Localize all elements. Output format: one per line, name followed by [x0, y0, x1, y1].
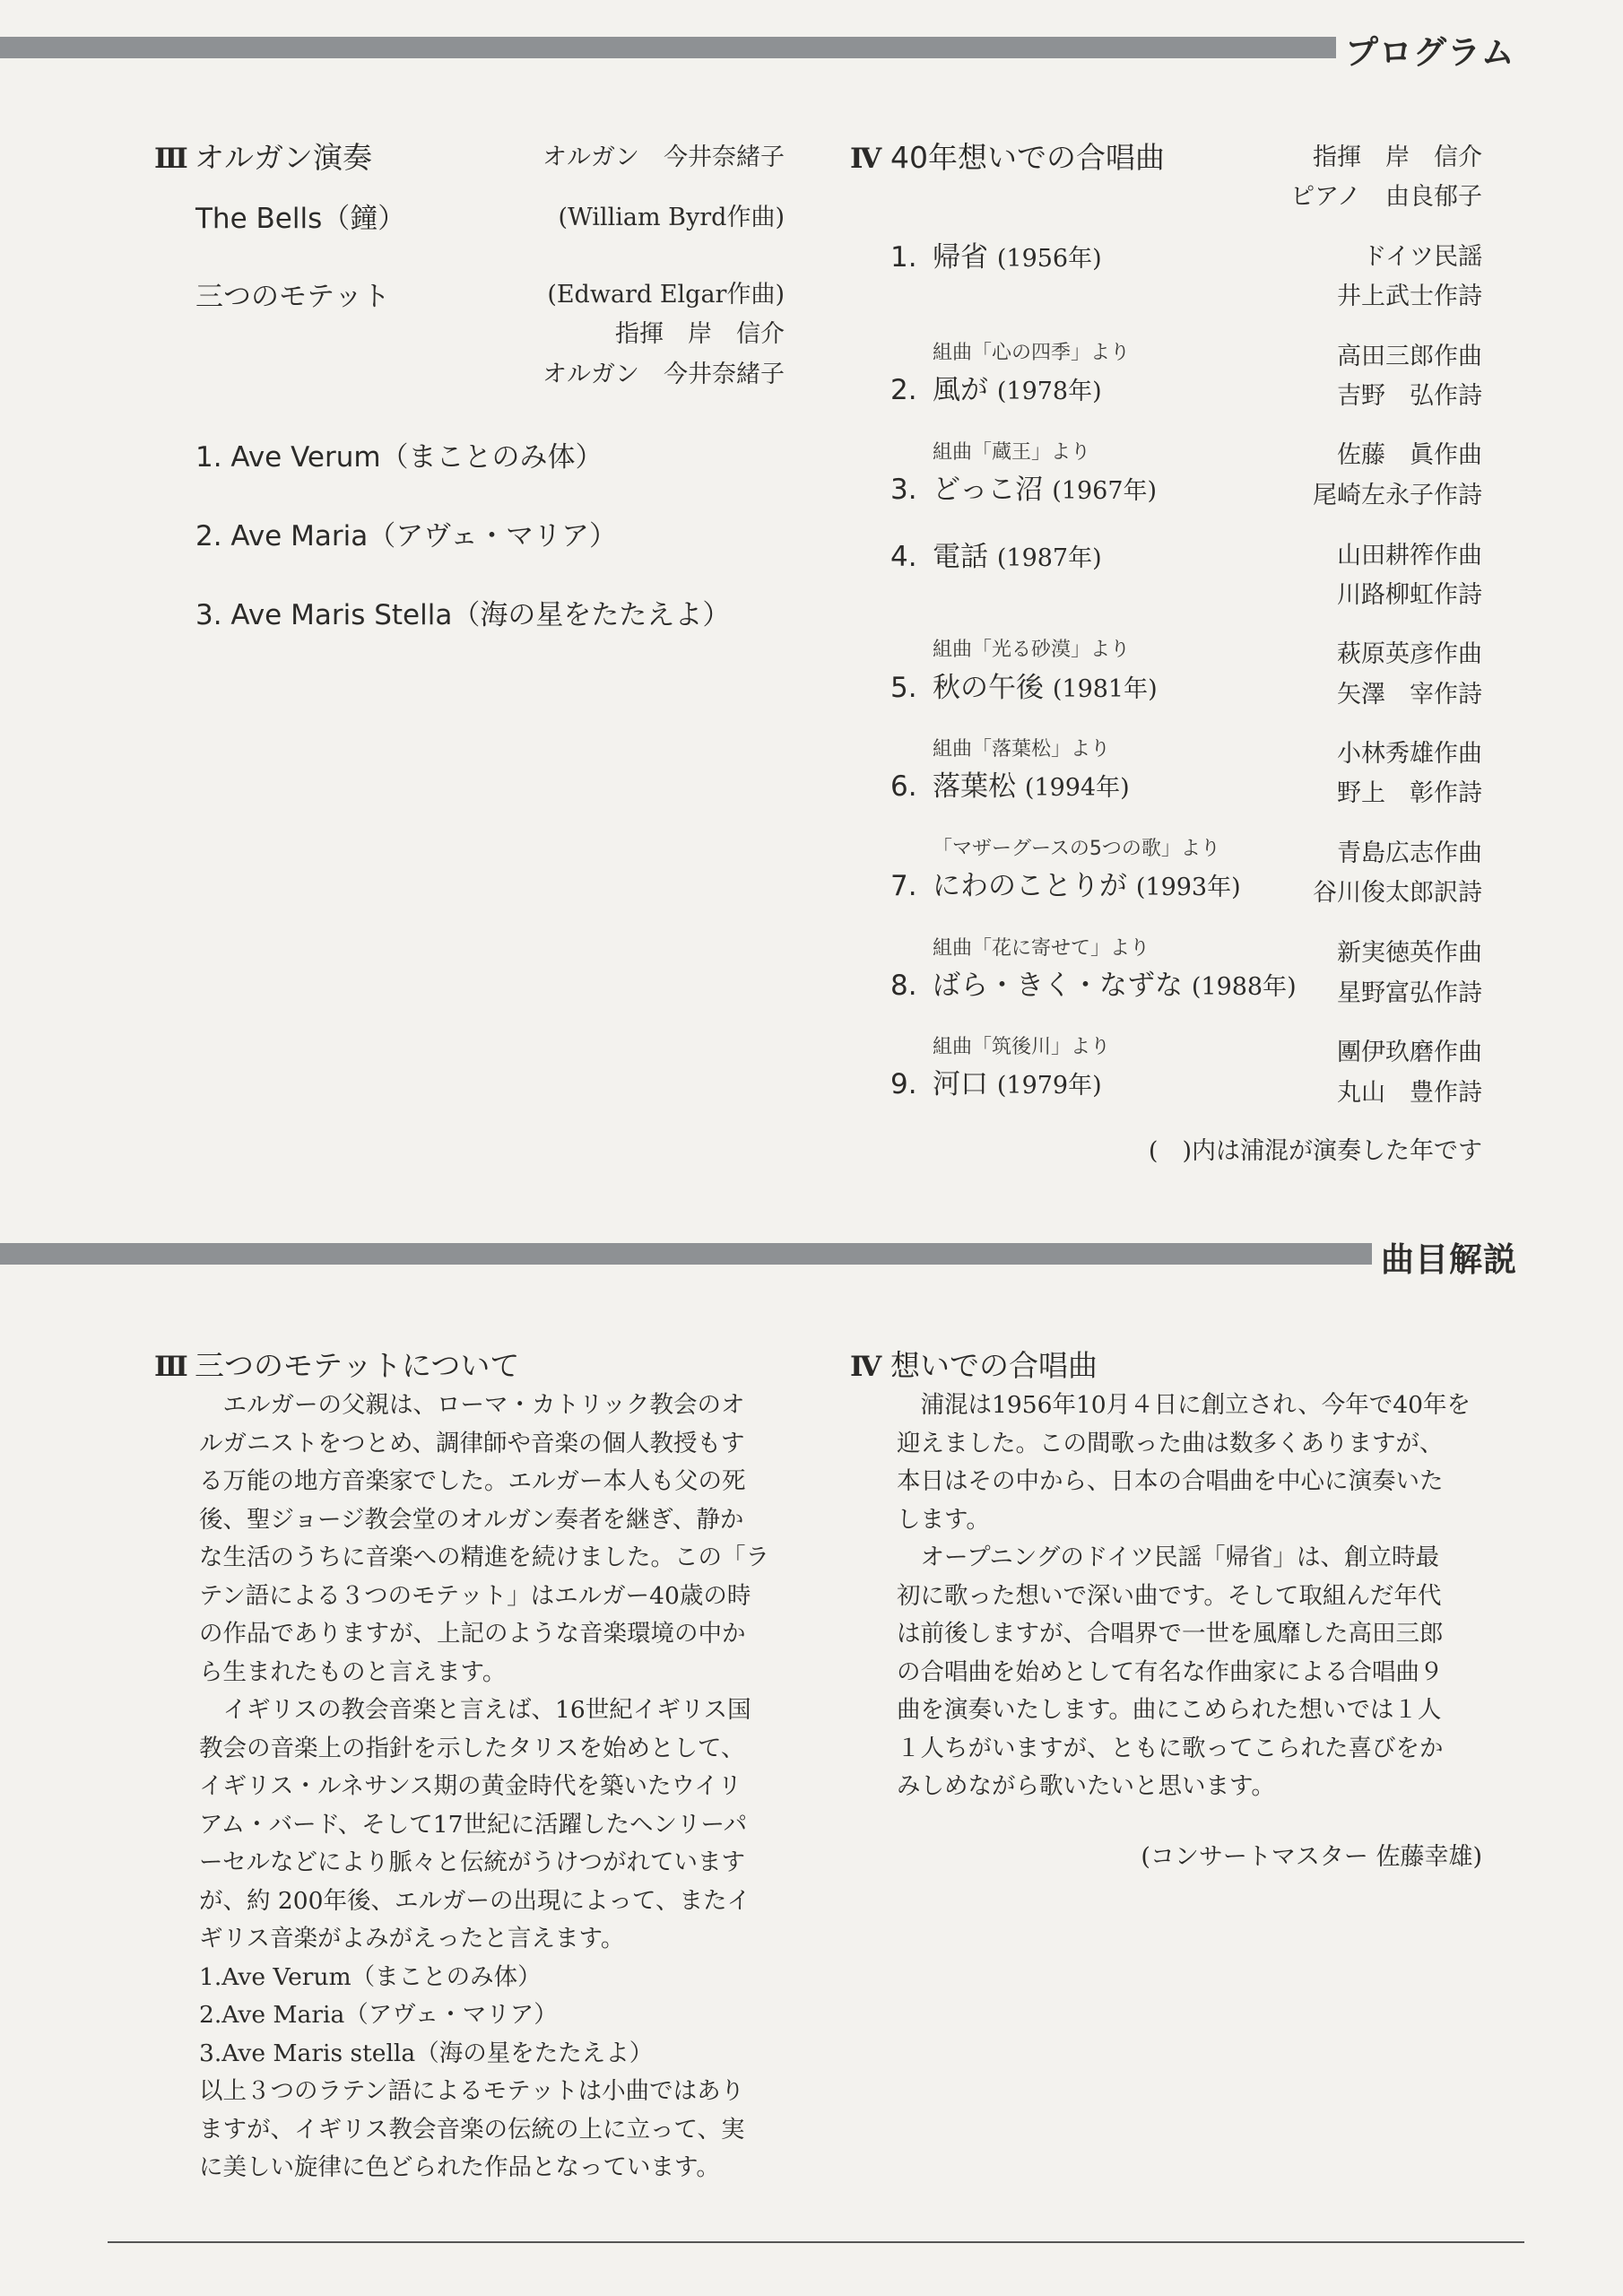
- song-number: 2.: [890, 374, 917, 406]
- notes3-line: る万能の地方音楽家でした。エルガー本人も父の死: [199, 1467, 746, 1495]
- notes4-body: [897, 1387, 1471, 1806]
- notes4-signature: (コンサートマスター 佐藤幸雄): [1141, 1843, 1482, 1871]
- song-year: (1979年): [996, 1072, 1102, 1100]
- notes3-line: が、約 200年後、エルガーの出現によって、またイ: [199, 1886, 751, 1915]
- bells-composer: (William Byrd作曲): [558, 204, 785, 231]
- song-number: 7.: [890, 870, 917, 902]
- song-year: (1988年): [1191, 973, 1297, 1001]
- song-4-credit-1: 山田耕筰作曲: [1337, 542, 1482, 570]
- song-2-credit-1: 高田三郎作曲: [1337, 343, 1482, 370]
- song-9-suite: 組曲「筑後川」より: [933, 1036, 1111, 1058]
- part4-conductor: 指揮 岸 信介: [1313, 144, 1482, 171]
- notes3-line: ルガニストをつとめ、調律師や音楽の個人教授もす: [199, 1429, 745, 1457]
- song-5-suite: 組曲「光る砂漠」より: [933, 639, 1131, 661]
- program-header-bar: [0, 37, 1336, 58]
- song-number: 5.: [890, 672, 917, 704]
- motet-piece-2: 2. Ave Maria（アヴェ・マリア）: [195, 520, 617, 552]
- song-3-credit-1: 佐藤 眞作曲: [1337, 441, 1482, 469]
- notes4-line: の合唱曲を始めとして有名な作曲家による合唱曲９: [897, 1657, 1444, 1686]
- song-title: 落葉松: [933, 770, 1016, 803]
- song-8-credit-2: 星野富弘作詩: [1337, 979, 1482, 1007]
- notes4-heading: [850, 1343, 1098, 1385]
- notes3-line: テン語による３つのモテット」はエルガー40歳の時: [199, 1581, 751, 1610]
- song-5-credit-2: 矢澤 宰作詩: [1337, 681, 1482, 709]
- notes-header-title: 曲目解説: [1381, 1240, 1517, 1279]
- song-9: [890, 1061, 1102, 1101]
- song-title: 河口: [933, 1068, 988, 1100]
- program-header-title: プログラム: [1345, 33, 1515, 72]
- song-8: [890, 962, 1297, 1003]
- notes3-line: 以上３つのラテン語によるモテットは小曲ではあり: [199, 2077, 745, 2105]
- notes3-line: ーセルなどにより脈々と伝統がうけつがれています: [199, 1848, 745, 1876]
- song-year: (1993年): [1135, 874, 1241, 901]
- notes3-line: ら生まれたものと言えます。: [199, 1657, 507, 1686]
- part4-heading: [850, 135, 1165, 177]
- notes4-line: します。: [897, 1505, 990, 1534]
- song-6-suite: 組曲「落葉松」より: [933, 738, 1111, 761]
- notes3-line: 3.Ave Maris stella（海の星をたたえよ）: [199, 2039, 654, 2067]
- song-8-credit-1: 新実徳英作曲: [1337, 939, 1482, 967]
- notes3-line: ギリス音楽がよみがえったと言えます。: [199, 1925, 625, 1952]
- song-6-credit-1: 小林秀雄作曲: [1337, 740, 1482, 768]
- song-title: 帰省: [933, 241, 988, 274]
- notes4-line: みしめながら歌いたいと思います。: [897, 1772, 1275, 1800]
- notes4-numeral: Ⅳ: [850, 1351, 882, 1383]
- song-2-credit-2: 吉野 弘作詩: [1337, 382, 1482, 410]
- song-number: 8.: [890, 970, 917, 1002]
- song-number: 3.: [890, 474, 917, 506]
- notes3-line: な生活のうちに音楽への精進を続けました。この「ラ: [199, 1544, 769, 1571]
- bottom-rule: [108, 2241, 1524, 2243]
- notes4-line: 曲を演奏いたします。曲にこめられた想いでは１人: [897, 1696, 1442, 1724]
- notes3-line: に美しい旋律に色どられた作品となっています。: [199, 2153, 720, 2181]
- song-5-credit-1: 萩原英彦作曲: [1337, 640, 1482, 668]
- song-title: にわのことりが: [933, 870, 1127, 902]
- notes3-line: ますが、イギリス教会音楽の伝統の上に立って、実: [199, 2115, 745, 2144]
- song-number: 9.: [890, 1068, 917, 1100]
- notes3-line: の作品でありますが、上記のような音楽環境の中か: [199, 1620, 746, 1648]
- notes3-line: イギリス・ルネサンス期の黄金時代を築いたウイリ: [199, 1772, 742, 1800]
- song-7-suite: 「マザーグースの5つの歌」より: [933, 838, 1220, 860]
- motets-title: 三つのモテット: [195, 281, 390, 313]
- motet-piece-1: 1. Ave Verum（まことのみ体）: [195, 441, 603, 474]
- song-number: 1.: [890, 241, 917, 274]
- song-2-suite: 組曲「心の四季」より: [933, 342, 1131, 364]
- notes4-line: 本日はその中から、日本の合唱曲を中心に演奏いた: [897, 1467, 1444, 1495]
- notes4-line: は前後しますが、合唱界で一世を風靡した高田三郎: [897, 1620, 1444, 1648]
- year-note: ( )内は浦混が演奏した年です: [1148, 1137, 1482, 1165]
- part3-organ-credit: オルガン 今井奈緒子: [542, 144, 785, 171]
- song-title: 風が: [933, 374, 988, 406]
- song-title: ばら・きく・なずな: [933, 970, 1183, 1002]
- song-year: (1967年): [1052, 477, 1158, 505]
- song-5: [890, 665, 1158, 705]
- notes3-heading: [154, 1343, 519, 1385]
- song-4-credit-2: 川路柳虹作詩: [1337, 581, 1482, 609]
- notes4-line: 迎えました。この間歌った曲は数多くありますが、: [897, 1429, 1444, 1457]
- notes3-line: 後、聖ジョージ教会堂のオルガン奏者を継ぎ、静か: [199, 1505, 744, 1534]
- notes4-title: 想いでの合唱曲: [890, 1348, 1098, 1383]
- song-6-credit-2: 野上 彰作詩: [1337, 779, 1482, 807]
- song-3: [890, 466, 1157, 507]
- notes4-line: 浦混は1956年10月４日に創立され、今年で40年を: [897, 1391, 1471, 1419]
- song-title: 電話: [933, 541, 988, 573]
- notes3-title: 三つのモテットについて: [195, 1348, 520, 1383]
- notes3-line: 2.Ave Maria（アヴェ・マリア）: [199, 2001, 558, 2029]
- part4-title: 40年想いでの合唱曲: [890, 140, 1165, 175]
- song-year: (1987年): [996, 544, 1102, 572]
- song-3-suite: 組曲「蔵王」より: [933, 441, 1091, 464]
- song-3-credit-2: 尾崎左永子作詩: [1313, 482, 1482, 509]
- song-year: (1994年): [1024, 774, 1130, 802]
- song-8-suite: 組曲「花に寄せて」より: [933, 937, 1150, 960]
- song-year: (1978年): [996, 378, 1102, 405]
- bells-title: The Bells（鐘）: [195, 203, 406, 235]
- song-title: どっこ沼: [933, 474, 1044, 506]
- song-1: [890, 234, 1102, 274]
- song-7: [890, 863, 1241, 903]
- song-9-credit-2: 丸山 豊作詩: [1337, 1079, 1482, 1107]
- notes3-line: 1.Ave Verum（まことのみ体）: [199, 1962, 542, 1991]
- song-year: (1981年): [1052, 675, 1158, 703]
- part3-heading: [154, 135, 372, 177]
- song-6: [890, 763, 1130, 804]
- part4-piano: ピアノ 由良郁子: [1290, 183, 1482, 211]
- song-9-credit-1: 團伊玖磨作曲: [1337, 1039, 1482, 1066]
- song-number: 4.: [890, 541, 917, 573]
- part3-title: オルガン演奏: [195, 140, 372, 175]
- song-4: [890, 534, 1102, 574]
- song-2: [890, 367, 1102, 407]
- notes3-line: イギリスの教会音楽と言えば、16世紀イギリス国: [199, 1696, 751, 1724]
- notes4-line: オープニングのドイツ民謡「帰省」は、創立時最: [897, 1544, 1439, 1571]
- notes-header-bar: [0, 1243, 1372, 1265]
- motets-composer: (Edward Elgar作曲): [547, 281, 785, 309]
- part3-numeral: Ⅲ: [154, 143, 188, 175]
- notes3-line: エルガーの父親は、ローマ・カトリック教会のオ: [199, 1391, 745, 1419]
- notes4-line: 初に歌った想いで深い曲です。そして取組んだ年代: [897, 1581, 1442, 1610]
- song-7-credit-1: 青島広志作曲: [1337, 839, 1482, 867]
- motets-conductor: 指揮 岸 信介: [615, 320, 785, 348]
- notes4-line: １人ちがいますが、ともに歌ってこられた喜びをか: [897, 1734, 1444, 1762]
- part4-numeral: Ⅳ: [850, 143, 882, 175]
- song-year: (1956年): [996, 245, 1102, 273]
- notes3-body: [199, 1387, 769, 2187]
- song-7-credit-2: 谷川俊太郎訳詩: [1313, 879, 1482, 907]
- motets-organ: オルガン 今井奈緒子: [542, 361, 785, 388]
- song-title: 秋の午後: [933, 672, 1044, 704]
- song-1-credit-2: 井上武士作詩: [1337, 283, 1482, 310]
- notes3-numeral: Ⅲ: [154, 1351, 188, 1383]
- song-number: 6.: [890, 770, 917, 803]
- song-1-credit-1: ドイツ民謡: [1362, 243, 1482, 271]
- motet-piece-3: 3. Ave Maris Stella（海の星をたたえよ）: [195, 599, 731, 631]
- notes3-line: 教会の音楽上の指針を示したタリスを始めとして、: [199, 1734, 745, 1762]
- notes3-line: アム・バード、そして17世紀に活躍したヘンリーパ: [199, 1810, 748, 1839]
